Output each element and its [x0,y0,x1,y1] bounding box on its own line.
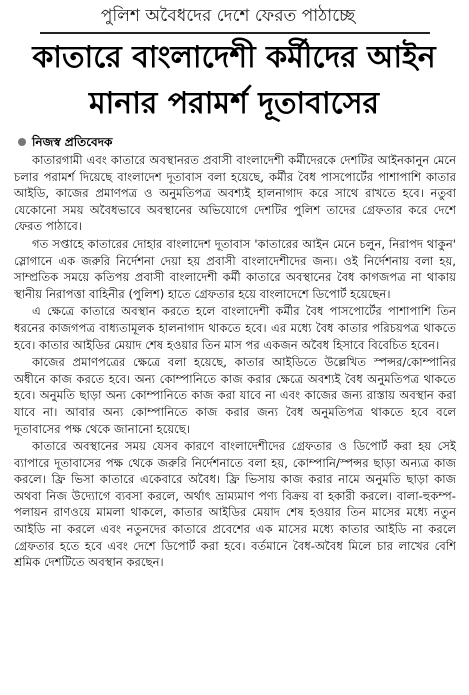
paragraph-1: কাতারগামী এবং কাতারে অবস্থানরত প্রবাসী বাংলাদেশী কর্মীদেরকে দেশটির আইনকানুন মেনে চলার পরামর্শ দিয়েছে বাংলাদেশ দূতাবাস বলা হয়েছে, কর্মীর বৈধ পাসপোর্টের পাশাপাশি কাতার আইডি, কাজের প্রমাণপত্র ও অনুমতিপত্র অবশ্যই হালনাগাদ করে সাথে রাখতে হবে। নতুবা যেকোনো সময় অবৈধভাবে অবস্থানের অভিযোগে দেশটির পুলিশ তাদের গ্রেফতার করে দেশে ফেরত পাঠাবে। [14,153,456,234]
article-body [14,152,456,572]
bullet-dot-icon [18,138,26,146]
paragraph-4: কাজের প্রমাণপত্রের ক্ষেত্রে বলা হয়েছে, কাতার আইডিতে উল্লেখিত স্পন্সর/কোম্পানির অধীনে কাজ করতে হবে। অন্য কোম্পানিতে কাজ করার ক্ষেত্রে অবশ্যই বৈধ অনুমতিপত্র থাকতে হবে। অনুমতি ছাড়া অন্য কোম্পানিতে কাজ করা যাবে না এবং কাজের জন্য রাস্তায় অবস্থান করা যাবে না। আবার অন্য কোম্পানিতে কাজ করার জন্য বৈধ অনুমতিপত্র থাকতে হবে বলে দূতাবাসের পক্ষ থেকে জানানো হয়েছে। [14,355,456,436]
paragraph-3: এ ক্ষেত্রে কাতারে অবস্থান করতে হলে বাংলাদেশী কর্মীর বৈধ পাসপোর্টের পাশাপাশি তিন ধরনের কাজগপত্র বাধ্যতামূলক হালনাগাদ থাকতে হবে। এর মধ্যে বৈধ কাতার পরিচয়পত্র থাকতে হবে। কাতার আইডির মেয়াদ শেষ হওয়ার তিন মাস পর একজন অবৈধ হিসাবে বিবেচিত হবেন। [14,304,456,352]
byline [18,134,112,150]
headline-line-1: কাতারে বাংলাদেশী কর্মীদের আইন [32,40,436,75]
paragraph-2: গত সপ্তাহে কাতারের দোহার বাংলাদেশ দূতাবাস 'কাতারের আইন মেনে চলুন, নিরাপদ থাকুন' স্লোগানে এক জরুরি নির্দেশনা দেয়া হয় প্রবাসী বাংলাদেশীদের জন্য। ওই নির্দেশনায় বলা হয়, সাম্প্রতিক সময়ে কতিপয় প্রবাসী বাংলাদেশী কর্মী কাতারে অবস্থানের বৈধ কাগজপত্র না থাকায় স্থানীয় নিরাপত্তা বাহিনীর (পুলিশ) হাতে গ্রেফতার হয়ে বাংলাদেশে ডিপোর্ট হয়েছেন। [14,236,456,301]
kicker-underline [40,32,430,34]
kicker: পুলিশ অবৈধদের দেশে ফেরত পাঠাচ্ছে [100,6,356,26]
paragraph-5: কাতারে অবস্থানের সময় যেসব কারণে বাংলাদেশীদের গ্রেফতার ও ডিপোর্ট করা হয় সেই ব্যাপারে দূতাবাসের পক্ষ থেকে জরুরি নির্দেশনাতে বলা হয়, কোম্পানি/স্পন্সর ছাড়া অন্যত্র কাজ করলে। ফ্রি ভিসা কাতারে একেবারে অবৈধ। ফ্রি ভিসায় কাজ করার নামে অনুমতি ছাড়া কাজ অথবা নিজ উদ্যোগে ব্যবসা করলে, অর্থাৎ ভ্রাম্যমাণ পণ্য বিক্রয় বা হকারী করলে। বালা-হুকম্প-পলায়ন রাণওয়ে মামলা থাকলে, কাতার আইডির মেয়াদ শেষ হওয়ার তিন মাসের মধ্যে নতুন আইডি না করলে এবং নতুনদের কাতারে প্রবেশের এক মাসের মধ্যে কাতার আইডি না করলে গ্রেফতার হতে হবে এবং দেশে ডিপোর্ট করা হবে। বর্তমানে বৈধ-অবৈধ মিলে চার লাখের বেশি শ্রমিক দেশটিতে অবস্থান করছেন। [14,439,456,570]
byline-text: নিজস্ব প্রতিবেদক [32,135,113,149]
headline-line-2: মানার পরামর্শ দূতাবাসের [88,86,380,121]
